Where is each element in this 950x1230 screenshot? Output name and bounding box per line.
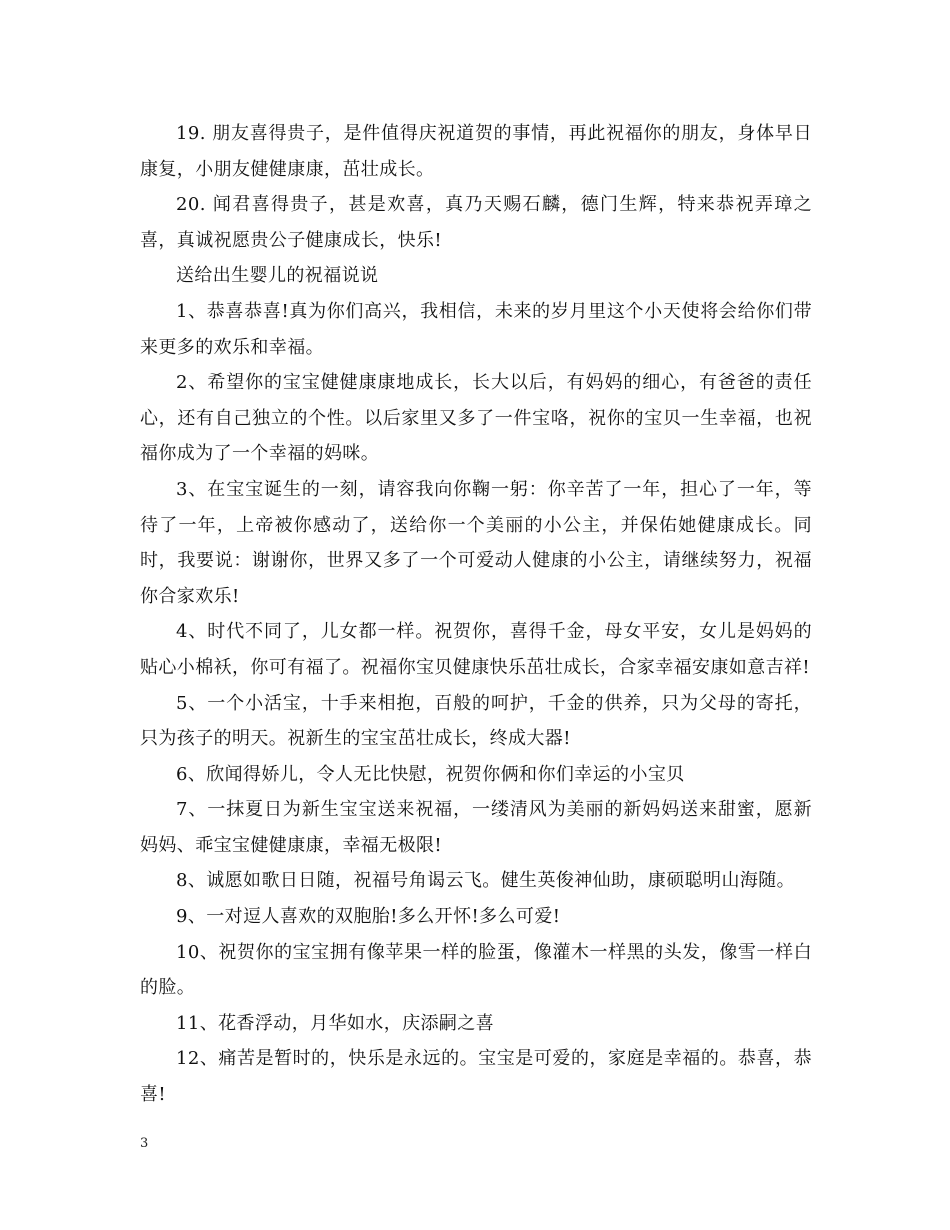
paragraph-12: 12、痛苦是暂时的，快乐是永远的。宝宝是可爱的，家庭是幸福的。恭喜，恭喜! [140, 1048, 812, 1106]
paragraph-11: 11、花香浮动，月华如水，庆添嗣之喜 [176, 1012, 495, 1034]
paragraph-1: 1、恭喜恭喜!真为你们高兴，我相信，未来的岁月里这个小天使将会给你们带来更多的欢乐和幸福。 [140, 300, 812, 358]
paragraph-20: 20. 闻君喜得贵子，甚是欢喜，真乃天赐石麟，德门生辉，特来恭祝弄璋之喜，真诚祝愿贵公子健康成长，快乐! [140, 194, 812, 251]
document-body [140, 116, 812, 1113]
paragraph-3: 3、在宝宝诞生的一刻，请容我向你鞠一躬：你辛苦了一年，担心了一年，等待了一年，上帝被你感动了，送给你一个美丽的小公主，并保佑她健康成长。同时，我要说：谢谢你，世界又多了一个可爱动人健康的小公主，请继续努力，祝福你合家欢乐! [140, 478, 812, 607]
paragraph-2: 2、希望你的宝宝健健康康地成长，长大以后，有妈妈的细心，有爸爸的责任心，还有自己独立的个性。以后家里又多了一件宝咯，祝你的宝贝一生幸福，也祝福你成为了一个幸福的妈咪。 [140, 372, 812, 465]
section-heading: 送给出生婴儿的祝福说说 [176, 265, 379, 287]
page-number: 3 [140, 1136, 149, 1151]
paragraph-4: 4、时代不同了，儿女都一样。祝贺你，喜得千金，母女平安，女儿是妈妈的贴心小棉袄，你可有福了。祝福你宝贝健康快乐茁壮成长，合家幸福安康如意吉祥! [140, 621, 812, 678]
paragraph-5: 5、一个小活宝，十手来相抱，百般的呵护，千金的供养，只为父母的寄托，只为孩子的明天。祝新生的宝宝茁壮成长，终成大器! [140, 692, 812, 750]
paragraph-9: 9、一对逗人喜欢的双胞胎!多么开怀!多么可爱! [176, 906, 561, 928]
paragraph-6: 6、欣闻得娇儿，令人无比快慰，祝贺你俩和你们幸运的小宝贝 [176, 763, 685, 785]
paragraph-8: 8、诚愿如歌日日随，祝福号角谒云飞。健生英俊神仙助，康硕聪明山海随。 [176, 870, 796, 892]
paragraph-7: 7、一抹夏日为新生宝宝送来祝福，一缕清风为美丽的新妈妈送来甜蜜，愿新妈妈、乖宝宝健健康康，幸福无极限! [140, 799, 812, 856]
paragraph-10: 10、祝贺你的宝宝拥有像苹果一样的脸蛋，像灌木一样黑的头发，像雪一样白的脸。 [140, 941, 812, 999]
paragraph-19: 19. 朋友喜得贵子，是件值得庆祝道贺的事情，再此祝福你的朋友，身体早日康复，小朋友健健康康，茁壮成长。 [140, 123, 812, 180]
